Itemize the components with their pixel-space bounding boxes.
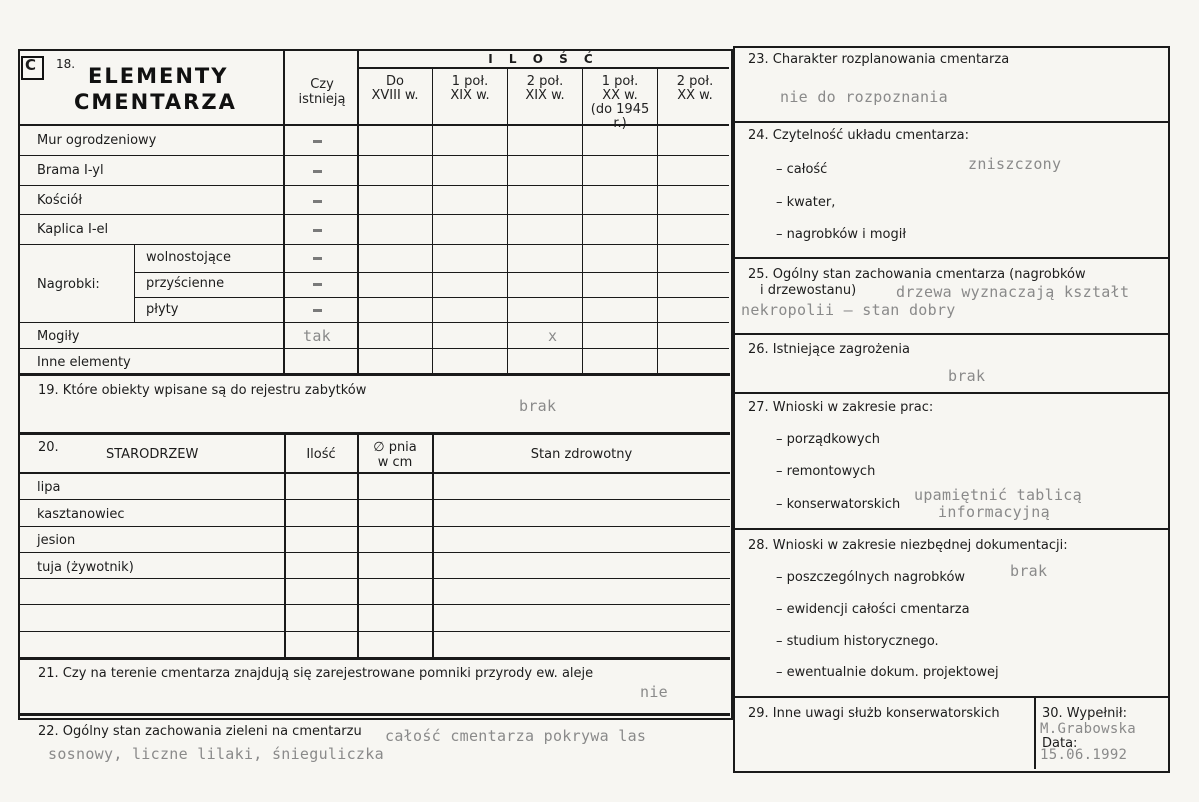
tree-row-label: kasztanowiec bbox=[37, 507, 125, 522]
s18-row-label: Kaplica I-el bbox=[37, 222, 109, 237]
s22-value-line1: całość cmentarza pokrywa las bbox=[385, 727, 647, 745]
period-header bbox=[583, 75, 657, 131]
nagrobki-label: Nagrobki: bbox=[37, 277, 100, 292]
period-header bbox=[433, 75, 507, 103]
s27-item-2: – konserwatorskich bbox=[776, 497, 901, 512]
s24-value: zniszczony bbox=[968, 155, 1062, 173]
s27-item-1: – remontowych bbox=[776, 464, 876, 479]
period-header-l1: 2 poł. bbox=[676, 74, 714, 89]
s20-col-pnia-l1: ∅ pnia bbox=[373, 440, 417, 455]
exists-dash-mark bbox=[313, 140, 322, 143]
s27-value-line1: upamiętnić tablicą bbox=[914, 486, 1082, 504]
period-header-l1: 2 poł. bbox=[526, 74, 564, 89]
s19-value: brak bbox=[519, 397, 557, 415]
period-header-l2: XX w. bbox=[677, 88, 713, 103]
period-header-l1: 1 poł. bbox=[451, 74, 489, 89]
s19-label: 19. Które obiekty wpisane są do rejestru zabytków bbox=[38, 383, 367, 398]
tree-row-label: tuja (żywotnik) bbox=[37, 560, 134, 575]
s18-row-label: płyty bbox=[146, 302, 179, 317]
tree-row-label: jesion bbox=[37, 533, 76, 548]
s24-item-2: – nagrobków i mogił bbox=[776, 227, 907, 242]
s28-value: brak bbox=[1010, 562, 1048, 580]
s26-label: 26. Istniejące zagrożenia bbox=[748, 342, 910, 357]
period-header-l1: 1 poł. bbox=[601, 74, 639, 89]
s28-item-2: – studium historycznego. bbox=[776, 634, 939, 649]
exists-dash-mark bbox=[313, 200, 322, 203]
s18-row-label: Mogiły bbox=[37, 329, 80, 344]
s23-value: nie do rozpoznania bbox=[780, 88, 948, 106]
exists-value: tak bbox=[303, 327, 331, 345]
s30-date: 15.06.1992 bbox=[1040, 747, 1128, 763]
period-header-l2: XIX w. bbox=[450, 88, 490, 103]
exists-dash-mark bbox=[313, 309, 322, 312]
s25-value-line2: nekropolii – stan dobry bbox=[741, 301, 956, 319]
s28-item-1: – ewidencji całości cmentarza bbox=[776, 602, 970, 617]
s27-label: 27. Wnioski w zakresie prac: bbox=[748, 400, 934, 415]
exists-dash-mark bbox=[313, 229, 322, 232]
s24-label: 24. Czytelność układu cmentarza: bbox=[748, 128, 970, 143]
period-header-l2: XVIII w. bbox=[371, 88, 419, 103]
exists-dash-mark bbox=[313, 170, 322, 173]
s20-col-stan: Stan zdrowotny bbox=[530, 447, 633, 462]
s25-label-line1: 25. Ogólny stan zachowania cmentarza (nagrobków bbox=[748, 267, 1086, 282]
period-header-l3: (do 1945 bbox=[590, 102, 650, 117]
s30-label: 30. Wypełnił: bbox=[1042, 706, 1127, 721]
s18-title-line1: ELEMENTY bbox=[88, 64, 229, 88]
tree-row-label: lipa bbox=[37, 480, 61, 495]
s20-title: STARODRZEW bbox=[106, 447, 199, 462]
s18-number: 18. bbox=[56, 57, 76, 71]
section-letter: C bbox=[25, 56, 37, 74]
s20-number: 20. bbox=[38, 440, 59, 455]
s18-row-label: wolnostojące bbox=[146, 250, 231, 265]
s30-date-label: Data: bbox=[1042, 736, 1078, 751]
s21-label: 21. Czy na terenie cmentarza znajdują się zarejestrowane pomniki przyrody ew. aleje bbox=[38, 666, 594, 681]
s21-value: nie bbox=[640, 683, 668, 701]
s18-title-line2: CMENTARZA bbox=[74, 90, 237, 114]
period-mark: x bbox=[548, 327, 558, 345]
exists-dash-mark bbox=[313, 257, 322, 260]
s28-label: 28. Wnioski w zakresie niezbędnej dokumentacji: bbox=[748, 538, 1068, 553]
s18-row-label: Brama I-yl bbox=[37, 163, 104, 178]
s18-row-label: Kościół bbox=[37, 193, 83, 208]
s24-item-0: – całość bbox=[776, 162, 828, 177]
s24-item-1: – kwater, bbox=[776, 195, 836, 210]
period-header-l2: XX w. bbox=[602, 88, 638, 103]
exists-dash-mark bbox=[313, 283, 322, 286]
s18-row-label: Mur ogrodzeniowy bbox=[37, 133, 157, 148]
s29-label: 29. Inne uwagi służb konserwatorskich bbox=[748, 706, 1000, 721]
s25-label-line2: i drzewostanu) bbox=[760, 283, 857, 298]
period-header-l2: XIX w. bbox=[525, 88, 565, 103]
s18-row-label: Inne elementy bbox=[37, 355, 131, 370]
period-header-l1: Do bbox=[386, 74, 404, 89]
s20-col-pnia-l2: w cm bbox=[377, 455, 413, 470]
period-header bbox=[658, 75, 732, 103]
s28-item-3: – ewentualnie dokum. projektowej bbox=[776, 665, 999, 680]
s27-value-line2: informacyjną bbox=[938, 503, 1050, 521]
s27-item-0: – porządkowych bbox=[776, 432, 880, 447]
s18-row-label: przyścienne bbox=[146, 276, 225, 291]
exists-header-text: Czy istnieją bbox=[298, 77, 346, 107]
exists-header bbox=[287, 77, 357, 107]
s22-label: 22. Ogólny stan zachowania zieleni na cmentarzu bbox=[38, 724, 362, 739]
ilosc-header: I L O Ś Ć bbox=[488, 52, 599, 66]
period-header bbox=[358, 75, 432, 103]
s22-value-line2: sosnowy, liczne lilaki, śnieguliczka bbox=[48, 745, 384, 763]
s28-item-0: – poszczególnych nagrobków bbox=[776, 570, 966, 585]
s25-value-line1: drzewa wyznaczają kształt bbox=[896, 283, 1130, 301]
s20-col-ilosc: Ilość bbox=[306, 447, 336, 462]
s30-name: M.Grabowska bbox=[1040, 721, 1137, 737]
s26-value: brak bbox=[948, 367, 986, 385]
period-header bbox=[508, 75, 582, 103]
s23-label: 23. Charakter rozplanowania cmentarza bbox=[748, 52, 1010, 67]
